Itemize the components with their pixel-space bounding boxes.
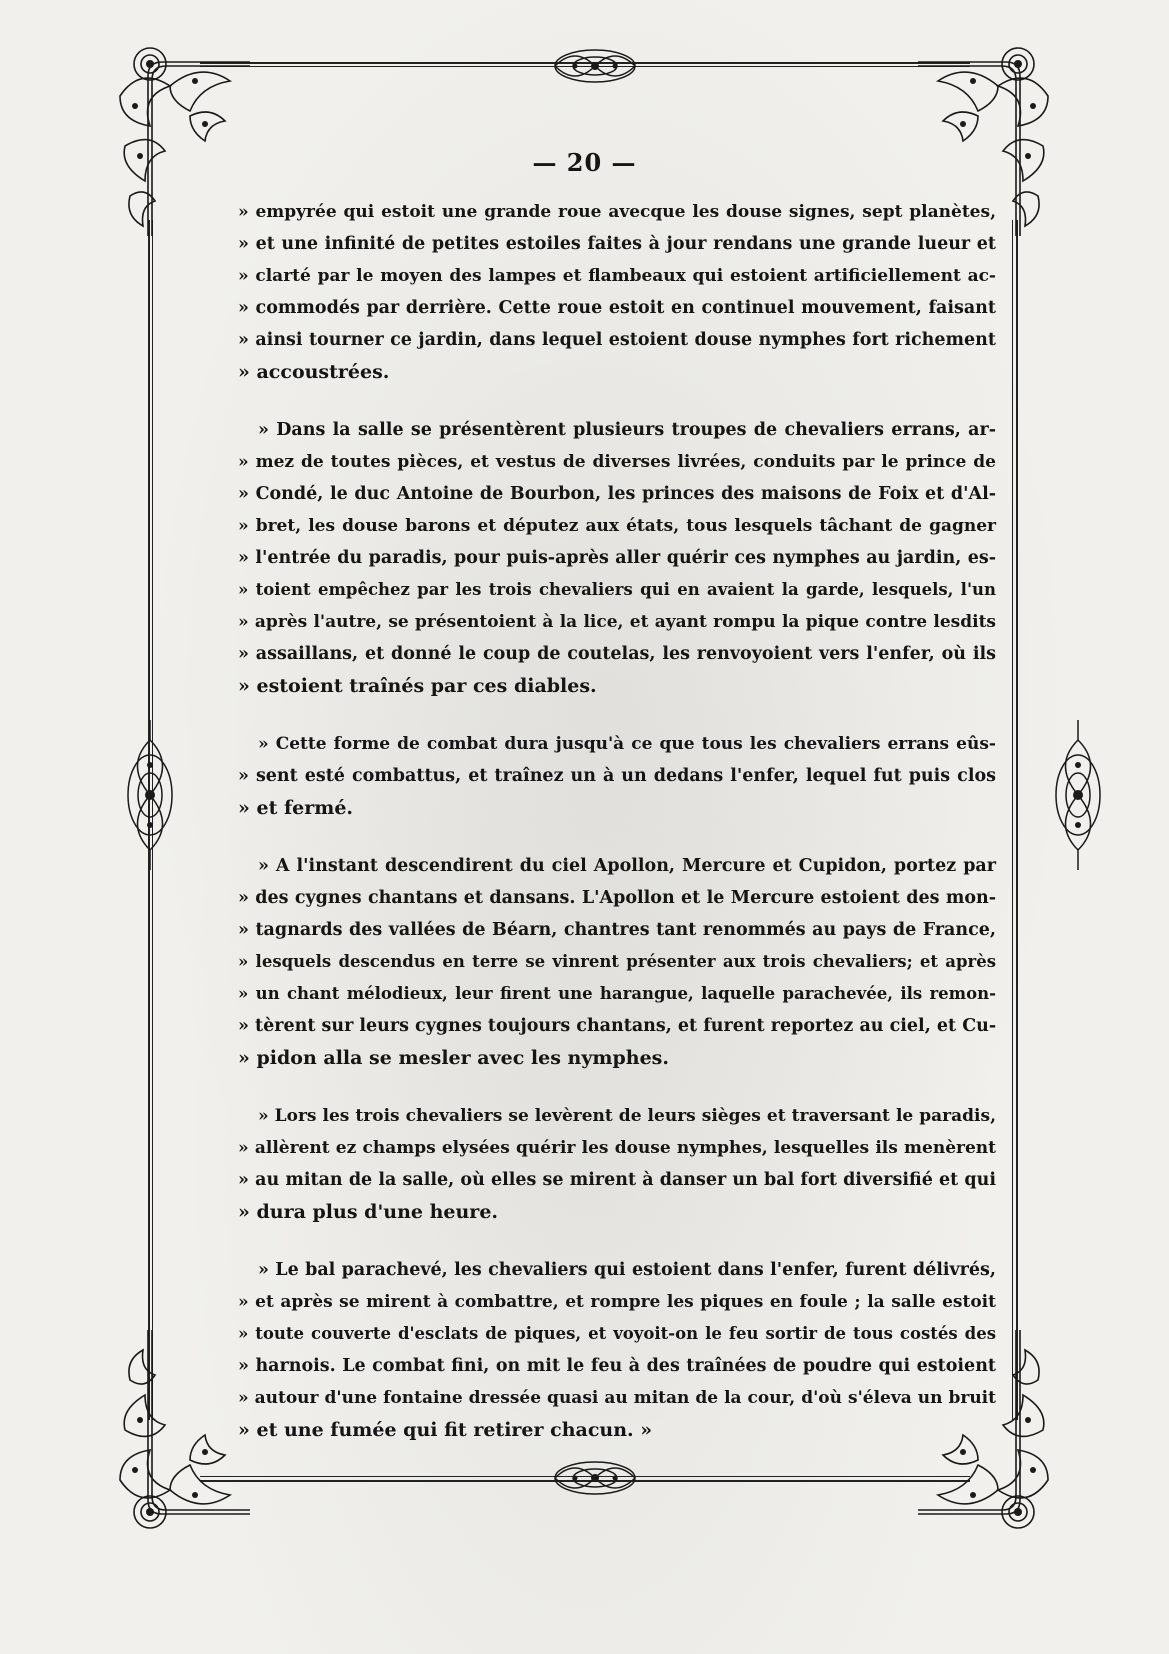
paragraph [238, 728, 996, 824]
paragraph-gap [238, 388, 996, 414]
text-line: » toute couverte d'esclats de piques, et voyoit-on le feu sortir de tous costés des [238, 1324, 996, 1343]
text-line: » Le bal parachevé, les chevaliers qui estoient dans l'enfer, furent délivrés, [258, 1260, 996, 1280]
paragraph [238, 1100, 996, 1228]
text-line: » dura plus d'une heure. [238, 1201, 499, 1223]
text-line: » empyrée qui estoit une grande roue avecque les douse signes, sept planètes, [238, 202, 996, 222]
side-ornament-right [1048, 720, 1108, 870]
side-ornament-left [120, 720, 180, 870]
text-line: » tagnards des vallées de Béarn, chantres tant renommés au pays de France, [238, 920, 996, 940]
paragraph [238, 414, 996, 702]
text-line: » commodés par derrière. Cette roue estoit en continuel mouvement, faisant [238, 298, 996, 318]
text-line: » tèrent sur leurs cygnes toujours chantans, et furent reportez au ciel, et Cu- [238, 1016, 997, 1036]
page-number: — 20 — [532, 148, 637, 177]
text-line: » assaillans, et donné le coup de coutelas, les renvoyoient vers l'enfer, où ils [238, 644, 996, 664]
text-line: » pidon alla se mesler avec les nymphes. [238, 1047, 669, 1069]
text-line: » sent esté combattus, et traînez un à un dedans l'enfer, lequel fut puis clos [238, 766, 996, 786]
text-line: » autour d'une fontaine dressée quasi au mitan de la cour, d'où s'éleva un bruit [238, 1388, 996, 1408]
paragraph-gap [238, 824, 996, 850]
text-line: » ainsi tourner ce jardin, dans lequel estoient douse nymphes fort richement [238, 330, 996, 350]
text-line: » un chant mélodieux, leur firent une harangue, laquelle parachevée, ils remon- [238, 984, 996, 1003]
text-line: » des cygnes chantans et dansans. L'Apollon et le Mercure estoient des mon- [238, 888, 996, 908]
text-line: » Condé, le duc Antoine de Bourbon, les princes des maisons de Foix et d'Al- [238, 484, 996, 504]
text-line: » Lors les trois chevaliers se levèrent de leurs sièges et traversant le paradis, [258, 1106, 996, 1126]
center-ornament-bottom [545, 1456, 645, 1500]
paragraph [238, 1254, 996, 1446]
corner-ornament-bottom-left [100, 1330, 250, 1540]
paragraph [238, 850, 996, 1074]
body-text [238, 196, 996, 1446]
text-line: » clarté par le moyen des lampes et flambeaux qui estoient artificiellement ac- [238, 266, 996, 286]
corner-ornament-top-left [100, 36, 250, 236]
paragraph [238, 196, 996, 388]
text-line: » lesquels descendus en terre se vinrent présenter aux trois chevaliers; et après [238, 952, 996, 971]
text-line: » accoustrées. [238, 361, 390, 383]
text-line: » Dans la salle se présentèrent plusieurs troupes de chevaliers errans, ar- [258, 420, 996, 440]
text-line: » au mitan de la salle, où elles se mirent à danser un bal fort diversifié et qui [238, 1170, 996, 1190]
text-line: » et une fumée qui fit retirer chacun. » [238, 1419, 653, 1441]
text-line: » A l'instant descendirent du ciel Apollon, Mercure et Cupidon, portez par [258, 856, 996, 876]
text-line: » l'entrée du paradis, pour puis-après aller quérir ces nymphes au jardin, es- [238, 548, 996, 568]
text-line: » Cette forme de combat dura jusqu'à ce que tous les chevaliers errans eûs- [258, 734, 996, 754]
text-line: » allèrent ez champs elysées quérir les douse nymphes, lesquelles ils menèrent [238, 1138, 996, 1158]
text-line: » mez de toutes pièces, et vestus de diverses livrées, conduits par le prince de [238, 452, 996, 472]
paragraph-gap [238, 1228, 996, 1254]
text-line: » après l'autre, se présentoient à la lice, et ayant rompu la pique contre lesdits [238, 612, 996, 632]
paragraph-gap [238, 1074, 996, 1100]
text-line: » estoient traînés par ces diables. [238, 675, 597, 697]
text-line: » et après se mirent à combattre, et rompre les piques en foule ; la salle estoit [238, 1292, 996, 1312]
text-line: » et une infinité de petites estoiles faites à jour rendans une grande lueur et [238, 234, 996, 254]
text-line: » harnois. Le combat fini, on mit le feu à des traînées de poudre qui estoient [238, 1356, 996, 1376]
text-line: » toient empêchez par les trois chevaliers qui en avaient la garde, lesquels, l'un [238, 580, 996, 599]
frame-right-rule [1016, 220, 1018, 1420]
frame-right-rule-inner [1012, 220, 1013, 1420]
center-ornament-top [545, 44, 645, 88]
paragraph-gap [238, 702, 996, 728]
text-line: » et fermé. [238, 797, 354, 819]
text-line: » bret, les douse barons et députez aux états, tous lesquels tâchant de gagner [238, 516, 996, 536]
